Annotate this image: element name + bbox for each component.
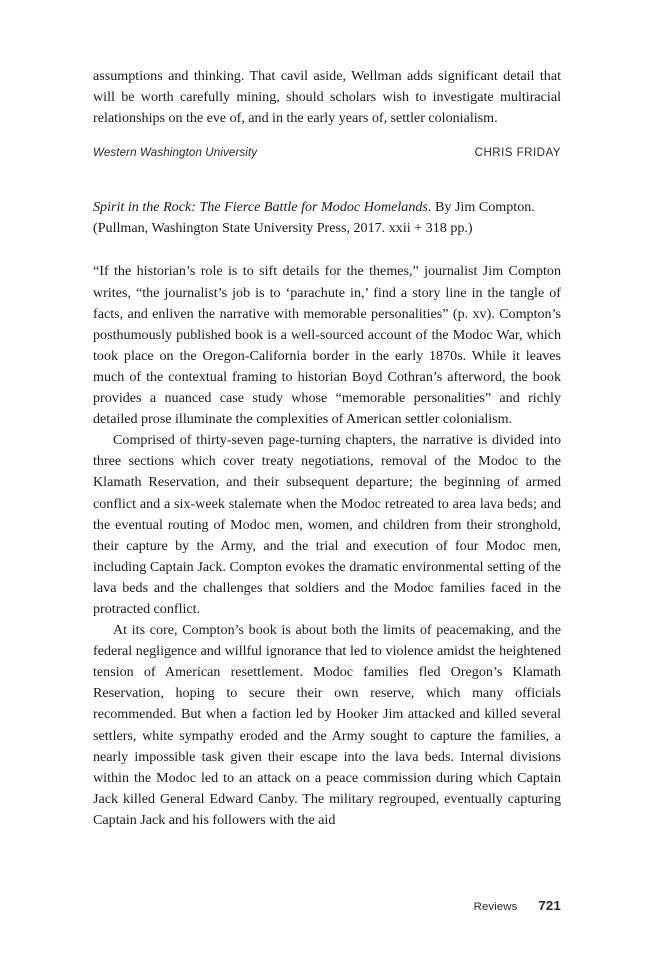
- review-body: [93, 261, 561, 831]
- page-content-column: [93, 66, 561, 831]
- review-paragraph: At its core, Compton’s book is about both the limits of peacemaking, and the federal negligence and willful ignorance that led to violence amidst the heightened tension of American resettlement. Modoc families fled Oregon’s Klamath Reservation, hoping to secure their own reserve, which many officials recommended. But when a faction led by Hooker Jim attacked and killed several settlers, white sympathy eroded and the Army sought to capture the families, a nearly impossible task given their escape into the lava beds. Internal divisions within the Modoc led to an attack on a peace commission during which Captain Jack killed General Edward Canby. The military regrouped, eventually capturing Captain Jack and his followers with the aid: [93, 622, 561, 828]
- review-paragraph: Comprised of thirty-seven page-turning chapters, the narrative is divided into three sections which cover treaty negotiations, removal of the Modoc to the Klamath Reservation, and their subsequent departure; the beginning of armed conflict and a six-week stalemate when the Modoc retreated to area lava beds; and the eventual routing of Modoc men, women, and children from their stronghold, their capture by the Army, and the trial and execution of four Modoc men, including Captain Jack. Compton evokes the dramatic environmental setting of the lava beds and the challenges that soldiers and the Modoc families faced in the protracted conflict.: [93, 432, 561, 617]
- continued-paragraph: assumptions and thinking. That cavil aside, Wellman adds significant detail that will be worth carefully mining, should scholars wish to investigate multiracial relationships on the eve of, and in the early years of, settler colonialism.: [93, 68, 561, 127]
- reviewer-name: CHRIS FRIDAY: [474, 146, 561, 160]
- reviewer-affiliation: Western Washington University: [93, 146, 258, 160]
- book-citation: [93, 197, 561, 239]
- page-footer: [93, 898, 561, 913]
- review-paragraph: “If the historian’s role is to sift details for the themes,” journalist Jim Compton writes, “the journalist’s job is to ‘parachute in,’ find a story line in the tangle of facts, and enliven the narrative with memorable personalities” (p. xv). Compton’s posthumously published book is a well-sourced account of the Modoc War, which took place on the Oregon-California border in the early 1870s. While it leaves much of the contextual framing to historian Boyd Cothran’s afterword, the book provides a nuanced case study whose “memorable personalities” and richly detailed prose illuminate the complexities of American settler colonialism.: [93, 263, 561, 428]
- book-publication-info: . By Jim Compton. (Pullman, Washington State University Press, 2017. xxii + 318 pp.): [93, 199, 535, 237]
- book-title: Spirit in the Rock: The Fierce Battle for Modoc Homelands: [93, 199, 428, 216]
- review-credit-line: [93, 146, 561, 159]
- footer-section-label: Reviews: [473, 901, 518, 913]
- page-number: 721: [538, 898, 561, 913]
